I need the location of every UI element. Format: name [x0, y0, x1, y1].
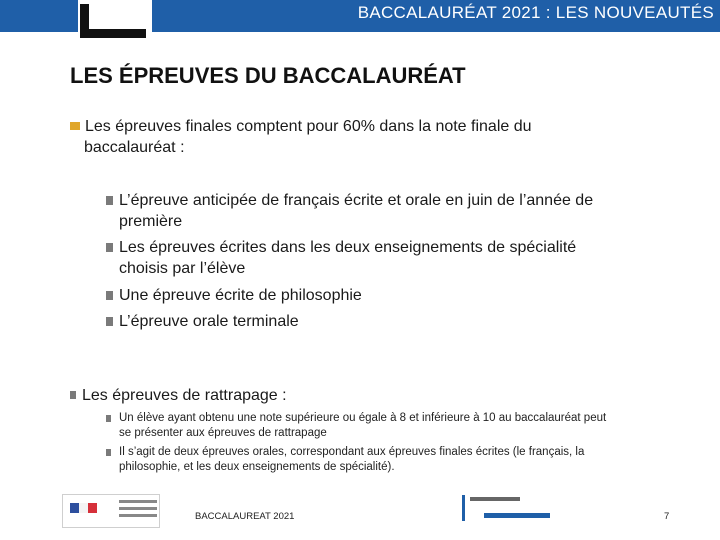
- logo-line: [484, 513, 550, 518]
- bullet-icon: [106, 196, 113, 205]
- list-item-line2: philosophie, et les deux enseignements de spécialité).: [119, 461, 395, 473]
- list-item: [106, 445, 686, 475]
- logo-text-lines: [119, 500, 157, 521]
- bullet-final-exams-line1: Les épreuves finales comptent pour 60% dans la note finale du: [85, 118, 532, 135]
- list-item-line1: L’épreuve anticipée de français écrite et orale en juin de l’année de: [119, 192, 594, 209]
- logo-bar: [462, 495, 465, 521]
- list-item-line1: Une épreuve écrite de philosophie: [119, 287, 362, 304]
- bullet-rattrapage: [70, 386, 287, 406]
- bullet-icon: [106, 449, 111, 456]
- ecole-de-la-confiance-logo: [462, 495, 552, 525]
- header-title: BACCALAURÉAT 2021 : LES NOUVEAUTÉS: [357, 3, 714, 22]
- bullet-icon: [106, 243, 113, 252]
- bullet-icon: [106, 291, 113, 300]
- bullet-icon: [70, 391, 76, 399]
- list-item: [106, 237, 681, 279]
- square-bullet-icon: [70, 122, 80, 130]
- footer-text: BACCALAUREAT 2021: [195, 511, 295, 522]
- flag-red: [88, 503, 97, 513]
- logo-line: [470, 497, 520, 501]
- list-item-line1: L’épreuve orale terminale: [119, 313, 299, 330]
- list-item: [106, 285, 681, 306]
- bullet-rattrapage-label: Les épreuves de rattrapage :: [82, 387, 287, 404]
- slide-title: LES ÉPREUVES DU BACCALAURÉAT: [70, 63, 466, 88]
- corner-mark-horizontal: [80, 29, 146, 38]
- bullet-final-exams-line2: baccalauréat :: [84, 139, 185, 156]
- bullet-icon: [106, 317, 113, 326]
- list-item: [106, 311, 681, 332]
- flag-white: [79, 503, 88, 513]
- list-item: [106, 411, 686, 441]
- list-item: [106, 190, 681, 232]
- list-item-line2: première: [119, 213, 183, 230]
- list-item-line1: Il s’agit de deux épreuves orales, correspondant aux épreuves finales écrites (le français, la: [119, 446, 585, 458]
- flag-blue: [70, 503, 79, 513]
- list-item-line2: choisis par l’élève: [119, 260, 246, 277]
- page-number: 7: [664, 511, 670, 522]
- list-item-line1: Un élève ayant obtenu une note supérieure ou égale à 8 et inférieure à 10 au baccalauréat peut: [119, 412, 607, 424]
- bullet-icon: [106, 415, 111, 422]
- ministere-education-logo: [62, 494, 160, 528]
- list-item-line2: se présenter aux épreuves de rattrapage: [119, 427, 327, 439]
- bullet-final-exams: [70, 116, 670, 158]
- list-item-line1: Les épreuves écrites dans les deux enseignements de spécialité: [119, 239, 577, 256]
